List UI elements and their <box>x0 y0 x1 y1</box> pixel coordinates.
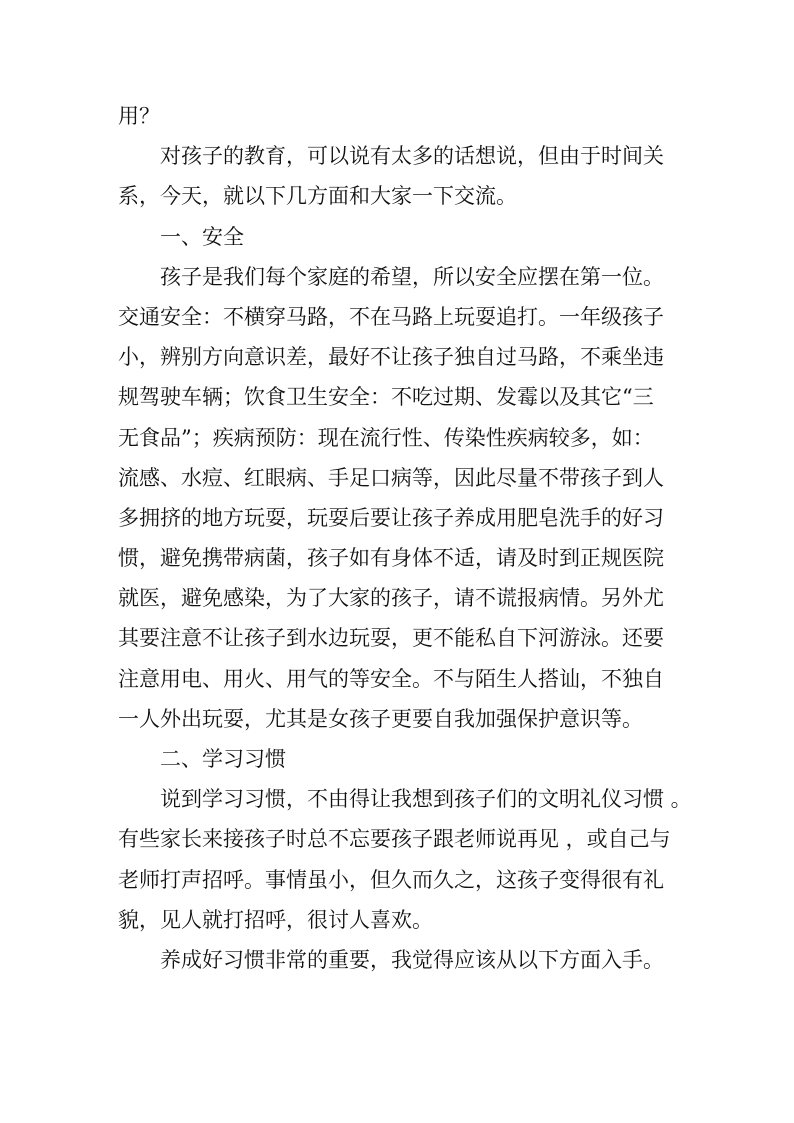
text-line: 用？ <box>118 104 160 128</box>
text-line: 小，辨别方向意识差，最好不让孩子独自过马路，不乘坐违 <box>118 345 664 370</box>
text-line: 系，今天，就以下几方面和大家一下交流。 <box>118 184 517 209</box>
text-line: 一人外出玩耍，尤其是女孩子更要自我加强保护意识等。 <box>118 706 643 731</box>
paragraph-line: 说到学习习惯，不由得让我想到孩子们的文明礼仪习惯 。 <box>160 787 692 812</box>
text-line: 多拥挤的地方玩耍，玩耍后要让孩子养成用肥皂洗手的好习 <box>118 505 664 530</box>
text-line: 注意用电、用火、用气的等安全。不与陌生人搭讪，不独自 <box>118 666 664 691</box>
text-line: 有些家长来接孩子时总不忘要孩子跟老师说再见 ，或自己与 <box>118 827 671 852</box>
paragraph-line: 对孩子的教育，可以说有太多的话想说，但由于时间关 <box>160 144 664 169</box>
text-line: 无食品”；疾病预防：现在流行性、传染性疾病较多，如： <box>118 425 654 450</box>
text-line: 惯，避免携带病菌，孩子如有身体不适，请及时到正规医院 <box>118 546 664 571</box>
text-line: 就医，避免感染，为了大家的孩子，请不谎报病情。另外尤 <box>118 586 664 611</box>
section-heading: 二、学习习惯 <box>160 747 286 771</box>
text-line: 其要注意不让孩子到水边玩耍，更不能私自下河游泳。还要 <box>118 626 664 651</box>
text-line: 流感、水痘、红眼病、手足口病等，因此尽量不带孩子到人 <box>118 465 664 490</box>
text-line: 貌，见人就打招呼，很讨人喜欢。 <box>118 907 433 932</box>
text-line: 规驾驶车辆；饮食卫生安全：不吃过期、发霉以及其它“三 <box>118 385 654 410</box>
section-heading: 一、安全 <box>160 224 244 249</box>
paragraph-line: 孩子是我们每个家庭的希望，所以安全应摆在第一位。 <box>160 264 664 289</box>
text-line: 老师打声招呼。事情虽小，但久而久之，这孩子变得很有礼 <box>118 867 664 892</box>
text-line: 交通安全：不横穿马路，不在马路上玩耍追打。一年级孩子 <box>118 304 664 329</box>
paragraph-line: 养成好习惯非常的重要，我觉得应该从以下方面入手。 <box>160 947 664 972</box>
document-body <box>118 96 692 980</box>
